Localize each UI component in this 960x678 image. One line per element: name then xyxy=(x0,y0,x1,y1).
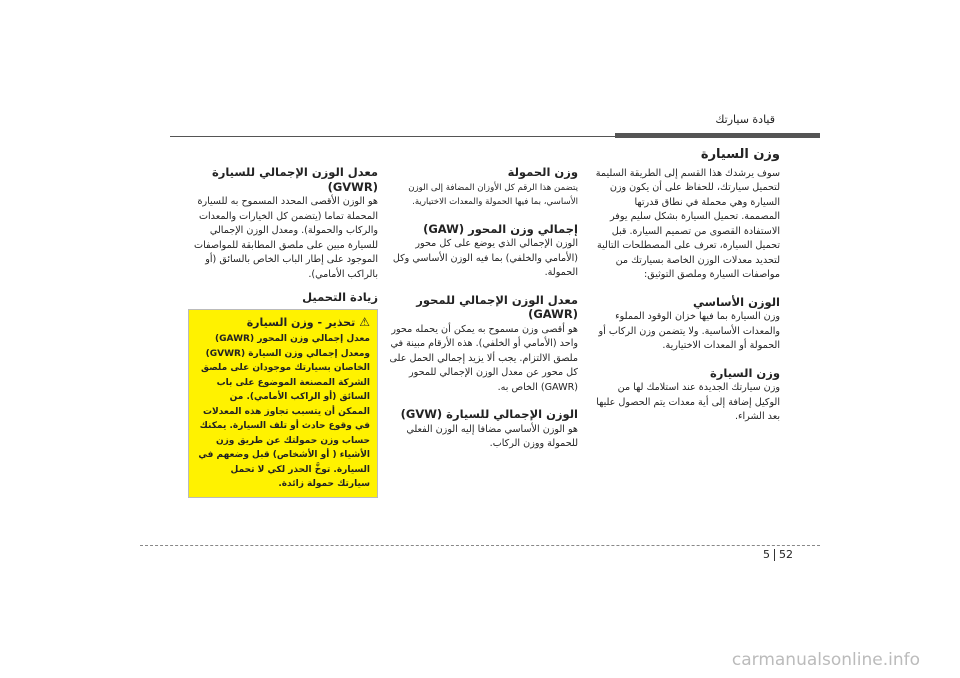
subheading: معدل الوزن الإجمالي للسيارة (GVWR) xyxy=(211,165,378,194)
column-right xyxy=(595,148,780,437)
paragraph: يتضمن هذا الرقم كل الأوزان المضافة إلى الوزن الأساسي، بما فيها الحمولة والمعدات الاختيارية. xyxy=(408,182,578,207)
paragraph: هو الوزن الأقصى المحدد المسموح به للسيارة المحملة تماما (يتضمن كل الخيارات والمعدات والركاب والحمولة). ومعدل الوزن الإجمالي للسيارة مبين على ملصق المطابقة للمواصفات الموجود على إطار الباب الخاص بالسائق (أو بالراكب الأمامي). xyxy=(194,196,378,280)
warning-text: معدل إجمالي وزن المحور (GAWR) ومعدل إجمالي وزن السيارة (GVWR) الخاصان بسيارتك موجودان على ملصق الشركة المصنعة الموضوع على باب السائق (أو الراكب الأمامي). من الممكن أن يتسبب تجاوز هذه المعدلات في وقوع حادث أو تلف السيارة. يمكنك حساب وزن حمولتك عن طريق وزن الأشياء ( أو الأشخاص) قبل وضعهم في السيارة. توخَّ الحذر لكي لا تحمل سيارتك حمولة زائدة. xyxy=(198,334,370,489)
subheading: معدل الوزن الإجمالي للمحور (GAWR) xyxy=(416,292,578,321)
subheading: إجمالي وزن المحور (GAW) xyxy=(423,221,578,236)
column-left xyxy=(185,165,378,498)
warning-title: تحذير - وزن السيارة xyxy=(246,315,356,329)
paragraph: الوزن الإجمالي الذي يوضع على كل محور (الأمامي والخلفي) بما فيه الوزن الأساسي وكل الحمولة. xyxy=(392,238,578,278)
warning-triangle-icon: ⚠ xyxy=(359,314,370,329)
header-bar xyxy=(615,133,820,138)
footer-rule xyxy=(140,545,820,546)
paragraph: هو أقصى وزن مسموح به يمكن أن يحمله محور واحد (الأمامي أو الخلفي). هذه الأرقام مبينة في ملصق الالتزام. يجب ألا يزيد إجمالي الحمل على كل محور عن معدل الوزن الإجمالي للمحور (GAWR) الخاص به. xyxy=(389,323,578,393)
warning-box xyxy=(188,309,378,498)
page-num: 52 xyxy=(779,548,793,561)
section-header: قيادة سيارتك xyxy=(715,113,775,126)
subheading: وزن السيارة xyxy=(710,365,780,380)
paragraph: وزن السيارة بما فيها خزان الوقود المملوء والمعدات الأساسية. ولا يتضمن وزن الركاب أو الحمولة أو المعدات الاختيارية. xyxy=(598,311,780,351)
divider xyxy=(774,549,775,561)
chapter-number: 5 xyxy=(763,548,770,561)
column-middle xyxy=(385,165,578,464)
watermark: carmanualsonline.info xyxy=(731,650,920,670)
subheading: الوزن الإجمالي للسيارة (GVW) xyxy=(400,407,578,421)
page-number xyxy=(763,548,793,561)
section-title: وزن السيارة xyxy=(700,147,780,162)
subheading: الوزن الأساسي xyxy=(693,294,780,309)
subheading: وزن الحمولة xyxy=(507,165,578,179)
paragraph: هو الوزن الأساسي مضافا إليه الوزن الفعلي للحمولة ووزن الركاب. xyxy=(406,423,578,449)
paragraph: وزن سيارتك الجديدة عند استلامك لها من الوكيل إضافة إلى أية معدات يتم الحصول عليها بعد الشراء. xyxy=(596,382,780,422)
intro-text: سوف يرشدك هذا القسم إلى الطريقة السليمة لتحميل سيارتك، للحفاظ على أن يكون وزن السيارة وهي محملة في نطاق قدرتها المصممة. تحميل السيارة بشكل سليم يوفر الاستفادة القصوى من تصميم السيارة. قبل تحميل السيارة، تعرف على المصطلحات التالية لتحديد معدلات الوزن الخاصة بسيارتك من مواصفات السيارة وملصق التوثيق: xyxy=(595,167,780,280)
subheading: زيادة التحميل xyxy=(302,290,378,304)
